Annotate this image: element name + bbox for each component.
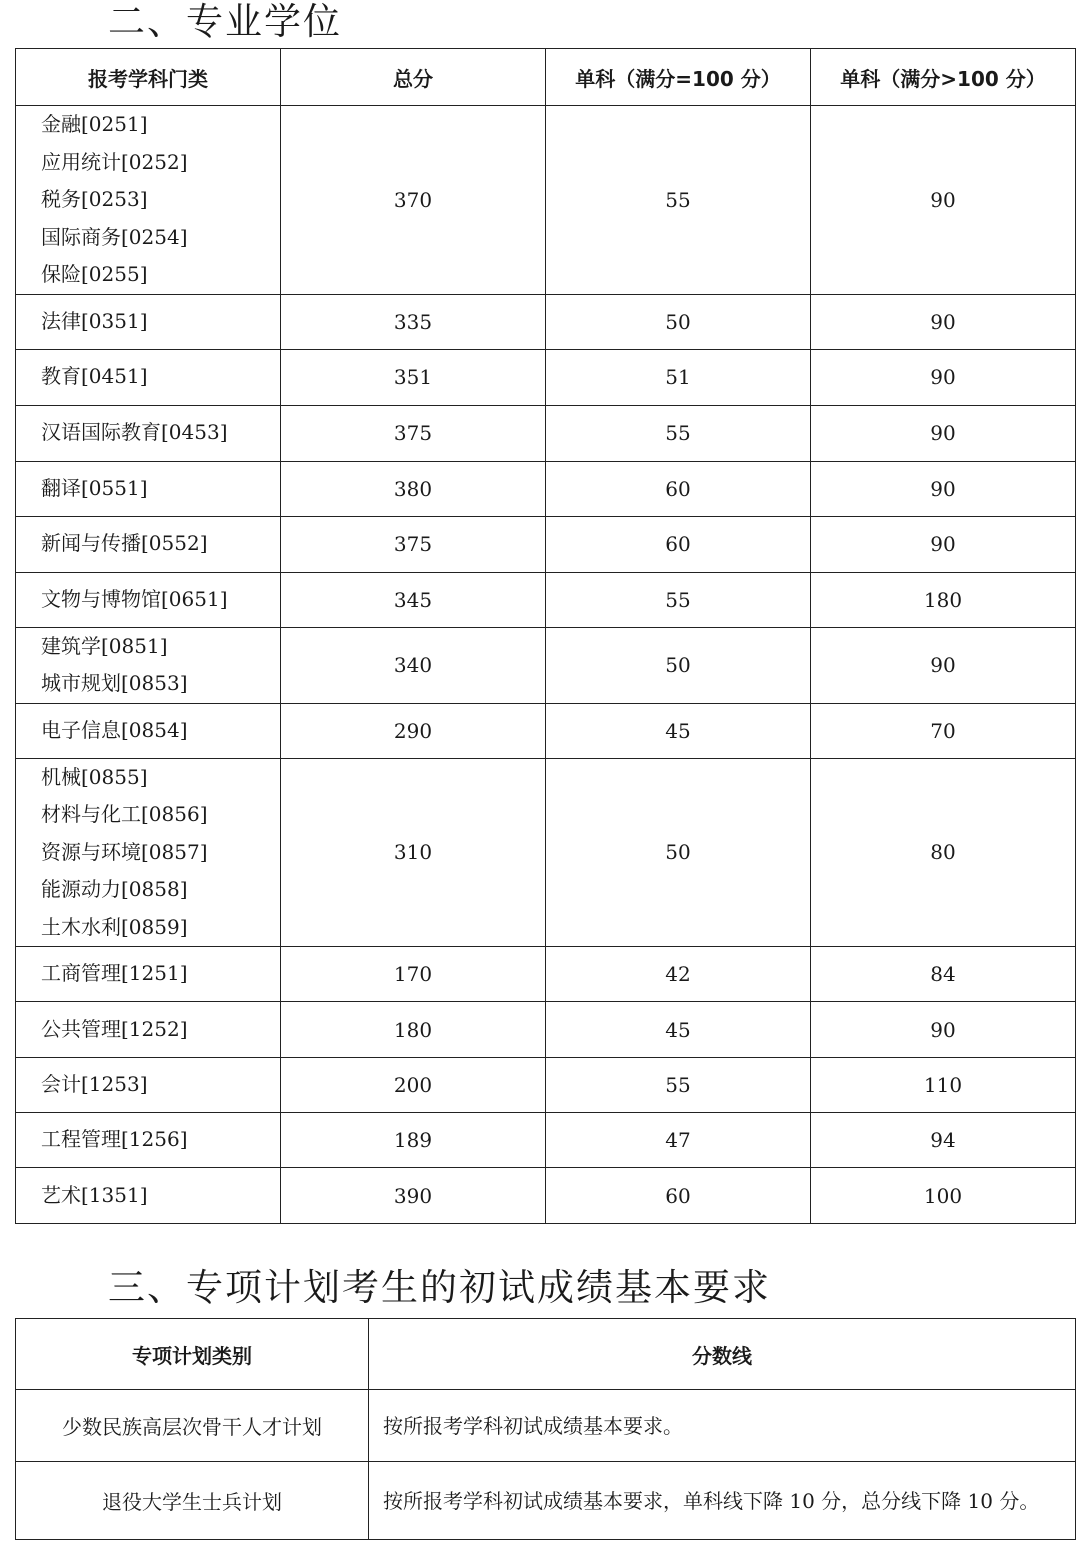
table-row: [16, 1462, 1076, 1540]
single-100-cell: 55: [546, 572, 811, 627]
subject-name: 应用统计[0252]: [41, 149, 188, 174]
single-over-100-cell: 94: [811, 1113, 1076, 1168]
single-over-100-cell: 70: [811, 703, 1076, 758]
header-single-subject-over-100: 单科（满分>100 分）: [811, 49, 1076, 106]
single-over-100-cell: 90: [811, 1002, 1076, 1058]
plan-category-cell: 少数民族高层次骨干人才计划: [16, 1390, 369, 1462]
single-100-cell: 60: [546, 516, 811, 572]
single-100-cell: 50: [546, 758, 811, 947]
subject-cell: [16, 947, 281, 1002]
single-over-100-cell: 180: [811, 572, 1076, 627]
subject-name: 新闻与传播[0552]: [41, 531, 208, 556]
total-score-cell: 170: [281, 947, 546, 1002]
subject-name: 资源与环境[0857]: [41, 839, 208, 864]
table-row: [16, 1113, 1076, 1168]
table-row: [16, 758, 1076, 947]
single-100-cell: 47: [546, 1113, 811, 1168]
subject-name: 工商管理[1251]: [41, 961, 188, 986]
table-row: [16, 1390, 1076, 1462]
single-100-cell: 45: [546, 1002, 811, 1058]
subject-cell: [16, 627, 281, 703]
total-score-cell: 335: [281, 294, 546, 349]
total-score-cell: 380: [281, 461, 546, 516]
professional-degree-table: [15, 48, 1076, 1224]
score-line-cell: 按所报考学科初试成绩基本要求。: [369, 1390, 1076, 1462]
subject-name: 教育[0451]: [41, 364, 148, 389]
total-score-cell: 375: [281, 405, 546, 461]
single-over-100-cell: 90: [811, 405, 1076, 461]
subject-name: 土木水利[0859]: [41, 914, 188, 939]
table-row: [16, 349, 1076, 405]
score-line-cell: 按所报考学科初试成绩基本要求，单科线下降 10 分，总分线下降 10 分。: [369, 1462, 1076, 1540]
subject-name: 文物与博物馆[0651]: [41, 586, 228, 611]
single-100-cell: 55: [546, 106, 811, 295]
single-100-cell: 50: [546, 294, 811, 349]
subject-name: 会计[1253]: [41, 1072, 148, 1097]
subject-cell: [16, 1113, 281, 1168]
table-row: [16, 106, 1076, 295]
subject-cell: [16, 572, 281, 627]
subject-cell: [16, 461, 281, 516]
table-row: [16, 1002, 1076, 1058]
single-over-100-cell: 80: [811, 758, 1076, 947]
total-score-cell: 189: [281, 1113, 546, 1168]
total-score-cell: 290: [281, 703, 546, 758]
single-over-100-cell: 90: [811, 294, 1076, 349]
single-over-100-cell: 90: [811, 461, 1076, 516]
header-total-score: 总分: [281, 49, 546, 106]
table-row: [16, 461, 1076, 516]
table-row: [16, 1168, 1076, 1224]
subject-name: 国际商务[0254]: [41, 224, 188, 249]
single-over-100-cell: 84: [811, 947, 1076, 1002]
single-100-cell: 42: [546, 947, 811, 1002]
total-score-cell: 351: [281, 349, 546, 405]
subject-cell: [16, 349, 281, 405]
single-100-cell: 60: [546, 1168, 811, 1224]
subject-name: 艺术[1351]: [41, 1182, 148, 1207]
single-over-100-cell: 90: [811, 349, 1076, 405]
single-100-cell: 50: [546, 627, 811, 703]
total-score-cell: 310: [281, 758, 546, 947]
subject-name: 税务[0253]: [41, 187, 148, 211]
section-3-heading: 三、专项计划考生的初试成绩基本要求: [108, 1266, 771, 1309]
single-100-cell: 55: [546, 1058, 811, 1113]
total-score-cell: 340: [281, 627, 546, 703]
subject-name: 保险[0255]: [41, 262, 148, 286]
section-2-heading: 二、专业学位: [108, 0, 342, 43]
subject-name: 金融[0251]: [41, 112, 148, 136]
subject-name: 工程管理[1256]: [41, 1127, 188, 1152]
single-100-cell: 60: [546, 461, 811, 516]
subject-name: 材料与化工[0856]: [41, 802, 208, 826]
subject-cell: [16, 703, 281, 758]
subject-name: 法律[0351]: [41, 308, 148, 333]
subject-cell: [16, 405, 281, 461]
single-100-cell: 55: [546, 405, 811, 461]
table-row: [16, 703, 1076, 758]
subject-name: 机械[0855]: [41, 764, 148, 789]
single-over-100-cell: 90: [811, 627, 1076, 703]
single-over-100-cell: 90: [811, 516, 1076, 572]
subject-cell: [16, 106, 281, 295]
subject-cell: [16, 1002, 281, 1058]
header-score-line: 分数线: [369, 1319, 1076, 1390]
table-row: [16, 572, 1076, 627]
table-row: [16, 405, 1076, 461]
table-header-row: [16, 1319, 1076, 1390]
single-100-cell: 51: [546, 349, 811, 405]
table-row: [16, 627, 1076, 703]
single-over-100-cell: 110: [811, 1058, 1076, 1113]
single-over-100-cell: 100: [811, 1168, 1076, 1224]
single-100-cell: 45: [546, 703, 811, 758]
subject-cell: [16, 294, 281, 349]
table-row: [16, 294, 1076, 349]
subject-name: 建筑学[0851]: [41, 633, 168, 658]
plan-category-cell: 退役大学生士兵计划: [16, 1462, 369, 1540]
table-row: [16, 947, 1076, 1002]
subject-name: 翻译[0551]: [41, 475, 148, 500]
subject-name: 电子信息[0854]: [41, 717, 188, 742]
table-header-row: [16, 49, 1076, 106]
subject-cell: [16, 516, 281, 572]
subject-name: 城市规划[0853]: [41, 671, 188, 695]
special-plan-table: [15, 1318, 1076, 1540]
subject-cell: [16, 1058, 281, 1113]
total-score-cell: 180: [281, 1002, 546, 1058]
single-over-100-cell: 90: [811, 106, 1076, 295]
table-row: [16, 516, 1076, 572]
total-score-cell: 390: [281, 1168, 546, 1224]
table-row: [16, 1058, 1076, 1113]
subject-name: 能源动力[0858]: [41, 877, 188, 901]
total-score-cell: 200: [281, 1058, 546, 1113]
total-score-cell: 375: [281, 516, 546, 572]
subject-cell: [16, 758, 281, 947]
header-plan-category: 专项计划类别: [16, 1319, 369, 1390]
total-score-cell: 370: [281, 106, 546, 295]
subject-name: 公共管理[1252]: [41, 1016, 188, 1041]
header-subject-category: 报考学科门类: [16, 49, 281, 106]
subject-cell: [16, 1168, 281, 1224]
total-score-cell: 345: [281, 572, 546, 627]
header-single-subject-100: 单科（满分=100 分）: [546, 49, 811, 106]
subject-name: 汉语国际教育[0453]: [41, 420, 228, 445]
